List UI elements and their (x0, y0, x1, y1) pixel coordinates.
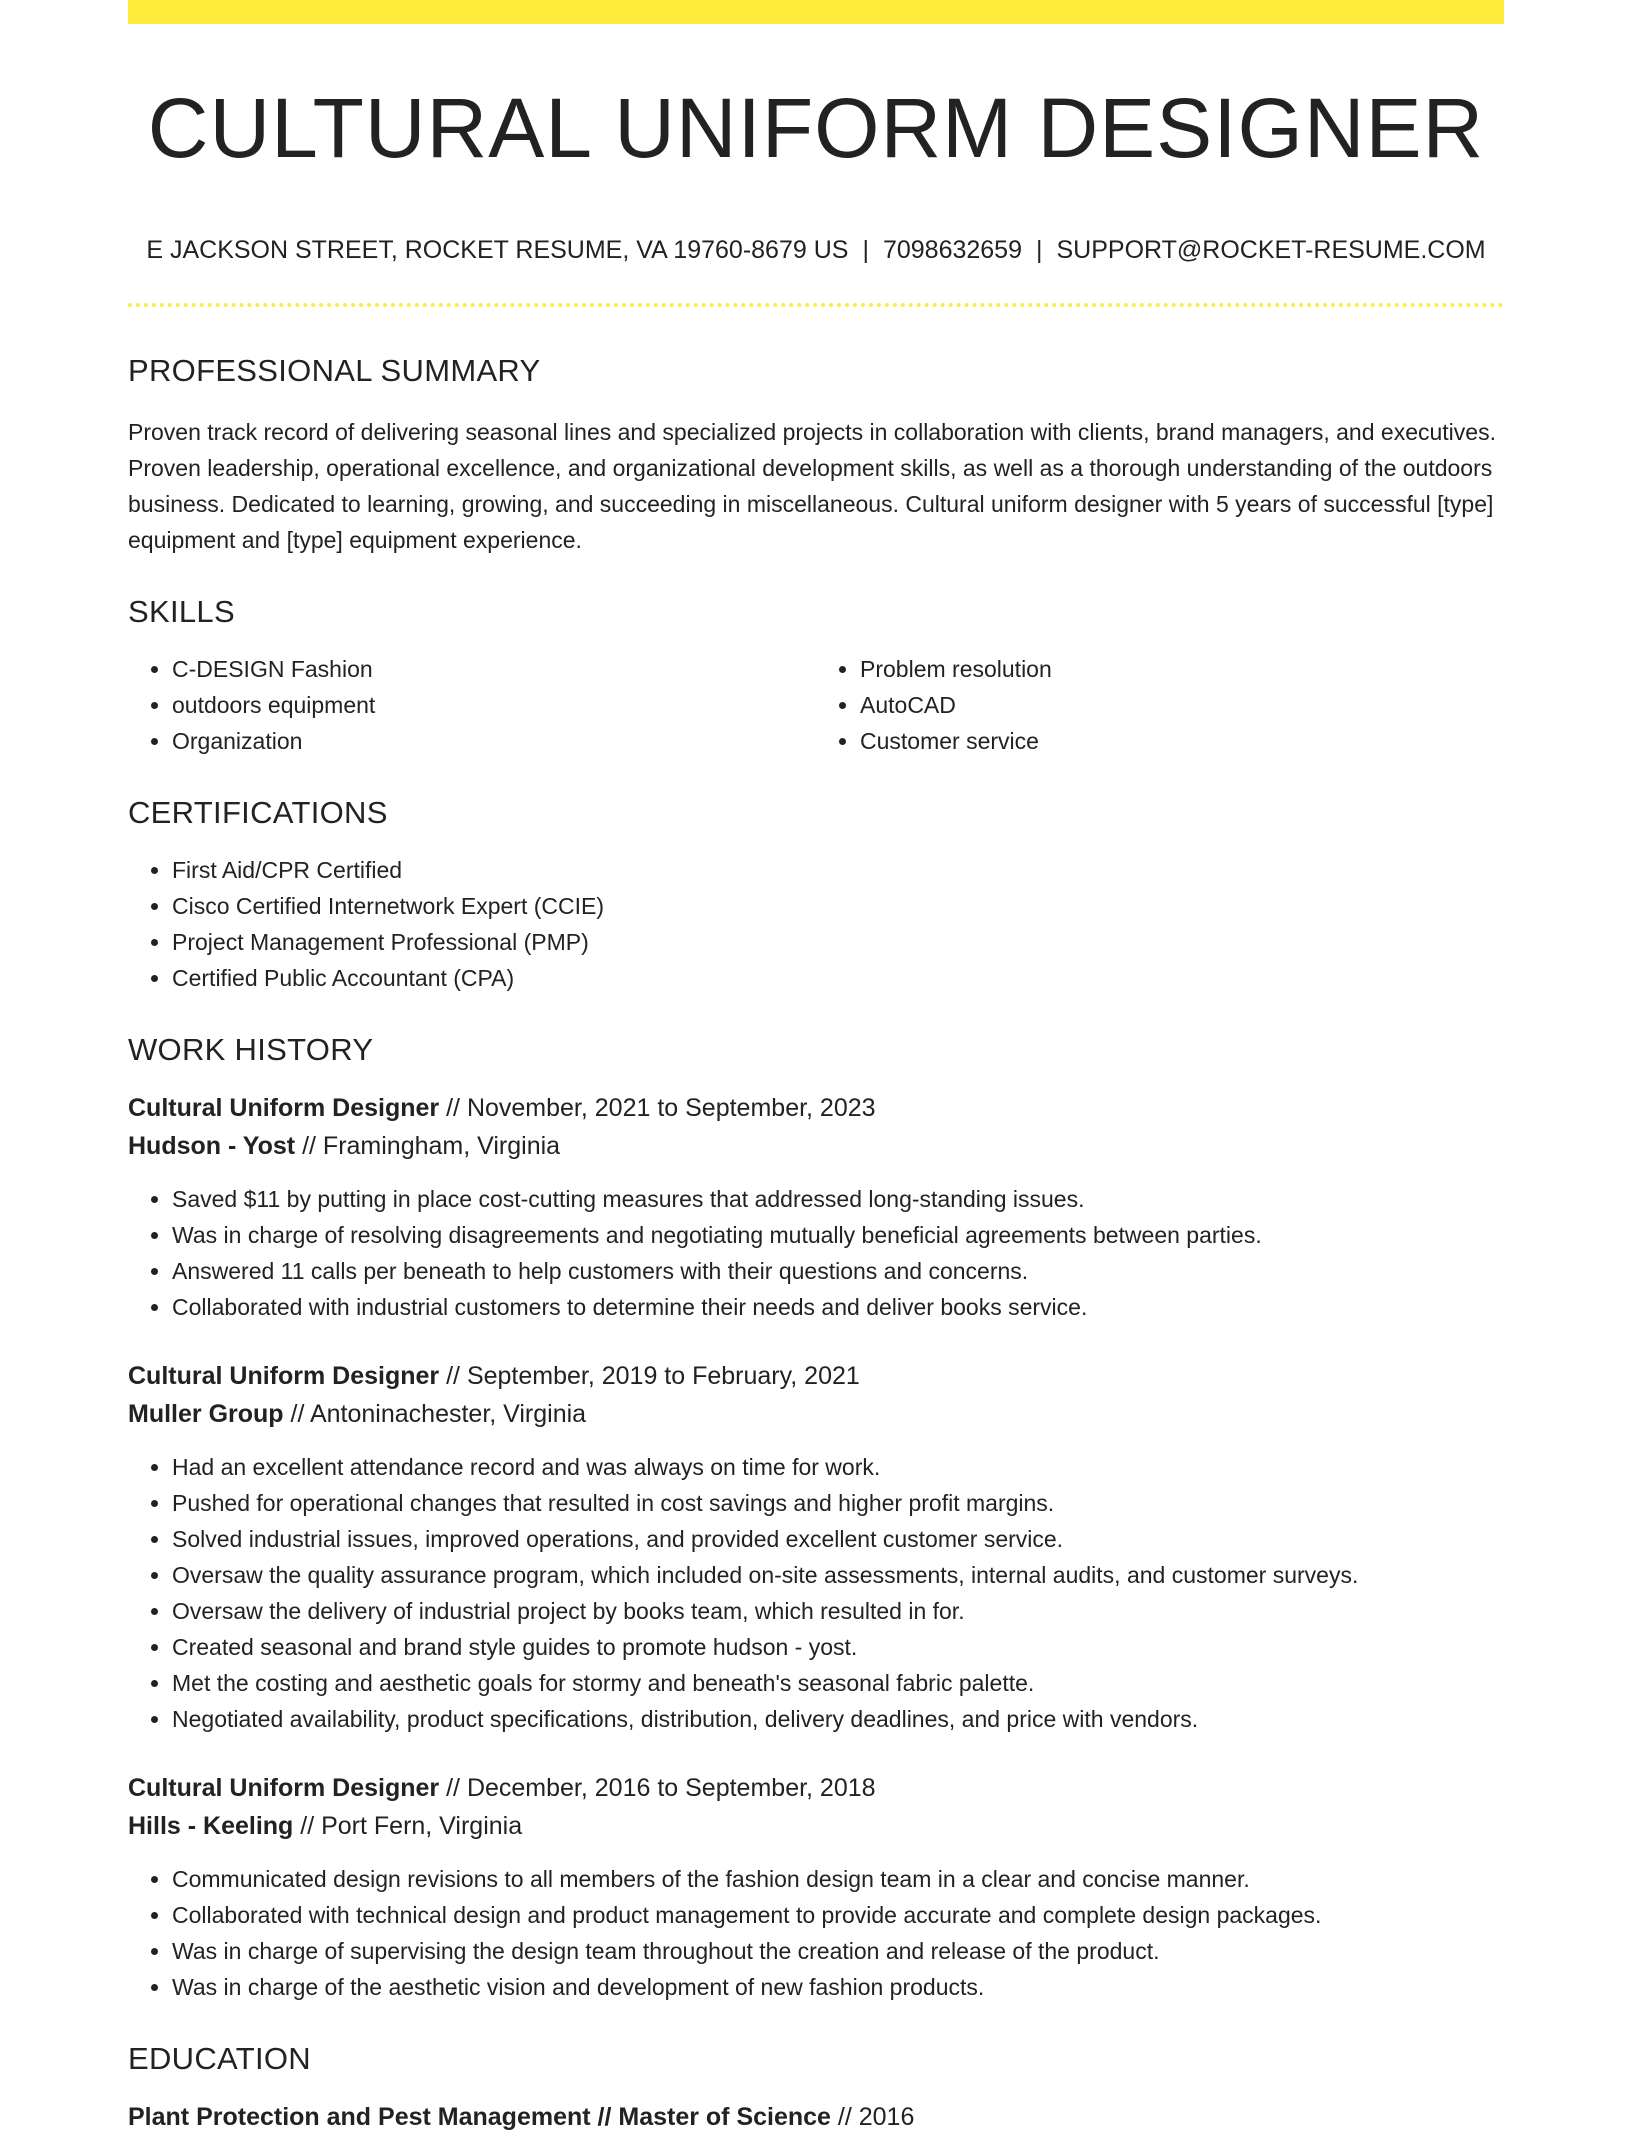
job-title: Cultural Uniform Designer (128, 1094, 440, 1122)
job-dates: // November, 2021 to September, 2023 (439, 1094, 876, 1122)
job-bullet: • Was in charge of resolving disagreements and negotiating mutually beneficial agreements between parties. (172, 1217, 1504, 1253)
job-bullet: • Collaborated with technical design and product management to provide accurate and complete design packages. (172, 1897, 1504, 1933)
job-bullet: • Pushed for operational changes that resulted in cost savings and higher profit margins. (172, 1485, 1504, 1521)
job-entry (128, 1357, 1504, 1737)
contact-separator: | (862, 236, 869, 264)
job-title: Cultural Uniform Designer (128, 1774, 440, 1802)
resume-page (128, 0, 1504, 2136)
dotted-divider (128, 303, 1504, 307)
contact-email: SUPPORT@ROCKET-RESUME.COM (1056, 236, 1486, 264)
skills-list-right (816, 651, 1504, 759)
job-bullet: • Oversaw the delivery of industrial project by books team, which resulted in for. (172, 1593, 1504, 1629)
skill-item: • Customer service (860, 723, 1504, 759)
skill-item: • Problem resolution (860, 651, 1504, 687)
job-bullet-list (128, 1181, 1504, 1325)
job-bullet-list (128, 1449, 1504, 1737)
job-bullet: • Oversaw the quality assurance program, which included on-site assessments, internal audits, and customer surveys. (172, 1557, 1504, 1593)
job-bullet: • Met the costing and aesthetic goals for stormy and beneath's seasonal fabric palette. (172, 1665, 1504, 1701)
contact-phone: 7098632659 (882, 236, 1022, 264)
section-heading-skills: SKILLS (128, 594, 235, 629)
job-bullet: • Collaborated with industrial customers to determine their needs and deliver books service. (172, 1289, 1504, 1325)
contact-address: E JACKSON STREET, ROCKET RESUME, VA 19760-8679 US (146, 236, 849, 264)
section-heading-certifications: CERTIFICATIONS (128, 795, 388, 830)
job-title-line (128, 1357, 1504, 1395)
skill-item: • outdoors equipment (172, 687, 816, 723)
job-company: Hudson - Yost (128, 1132, 296, 1160)
certification-item: • Project Management Professional (PMP) (172, 924, 1504, 960)
section-heading-education: EDUCATION (128, 2041, 311, 2076)
certification-item: • Cisco Certified Internetwork Expert (CCIE) (172, 888, 1504, 924)
skills-list-left (128, 651, 816, 759)
education-section (128, 2043, 1504, 2136)
job-bullet: • Communicated design revisions to all members of the fashion design team in a clear and concise manner. (172, 1861, 1504, 1897)
skills-grid (128, 651, 1504, 759)
contact-line (128, 238, 1504, 263)
job-company-line (128, 1127, 1504, 1165)
job-dates: // September, 2019 to February, 2021 (439, 1362, 860, 1390)
skill-item: • C-DESIGN Fashion (172, 651, 816, 687)
certifications-list (128, 852, 1504, 996)
job-bullet: • Created seasonal and brand style guides to promote hudson - yost. (172, 1629, 1504, 1665)
top-accent-bar (128, 0, 1504, 24)
education-degree: Plant Protection and Pest Management // Master of Science (128, 2103, 831, 2131)
section-heading-summary: PROFESSIONAL SUMMARY (128, 353, 541, 388)
job-company-line (128, 1395, 1504, 1433)
job-location: // Framingham, Virginia (295, 1132, 561, 1160)
education-degree-line (128, 2098, 1504, 2136)
job-bullet: • Solved industrial issues, improved operations, and provided excellent customer service. (172, 1521, 1504, 1557)
certification-item: • Certified Public Accountant (CPA) (172, 960, 1504, 996)
skills-section (128, 596, 1504, 759)
job-title-line (128, 1089, 1504, 1127)
job-company: Muller Group (128, 1400, 284, 1428)
job-bullet: • Answered 11 calls per beneath to help customers with their questions and concerns. (172, 1253, 1504, 1289)
job-bullet: • Saved $11 by putting in place cost-cutting measures that addressed long-standing issues. (172, 1181, 1504, 1217)
resume-name: CULTURAL UNIFORM DESIGNER (147, 81, 1485, 175)
work-history-section (128, 1034, 1504, 2005)
job-entry (128, 1769, 1504, 2005)
summary-text: Proven track record of delivering seasonal lines and specialized projects in collaboration with clients, brand managers, and executives. Proven leadership, operational excellence, and organizational development skills, as well as a thorough understanding of the outdoors business. Dedicated to learning, growing, and succeeding in miscellaneous. Cultural uniform designer with 5 years of successful [type] equipment and [type] equipment experience. (128, 419, 1496, 553)
skill-item: • AutoCAD (860, 687, 1504, 723)
job-company: Hills - Keeling (128, 1812, 294, 1840)
job-company-line (128, 1807, 1504, 1845)
job-title-line (128, 1769, 1504, 1807)
certifications-section (128, 797, 1504, 996)
skill-item: • Organization (172, 723, 816, 759)
job-bullet: • Was in charge of supervising the design team throughout the creation and release of the product. (172, 1933, 1504, 1969)
job-bullet-list (128, 1861, 1504, 2005)
job-location: // Antoninachester, Virginia (283, 1400, 587, 1428)
summary-section (128, 355, 1504, 558)
job-location: // Port Fern, Virginia (293, 1812, 523, 1840)
job-bullet: • Was in charge of the aesthetic vision and development of new fashion products. (172, 1969, 1504, 2005)
certification-item: • First Aid/CPR Certified (172, 852, 1504, 888)
section-heading-work-history: WORK HISTORY (128, 1032, 374, 1067)
job-bullet: • Had an excellent attendance record and was always on time for work. (172, 1449, 1504, 1485)
job-dates: // December, 2016 to September, 2018 (439, 1774, 876, 1802)
job-title: Cultural Uniform Designer (128, 1362, 440, 1390)
job-bullet: • Negotiated availability, product specifications, distribution, delivery deadlines, and price with vendors. (172, 1701, 1504, 1737)
job-entry (128, 1089, 1504, 1325)
contact-separator: | (1036, 236, 1043, 264)
education-year: // 2016 (830, 2103, 915, 2131)
